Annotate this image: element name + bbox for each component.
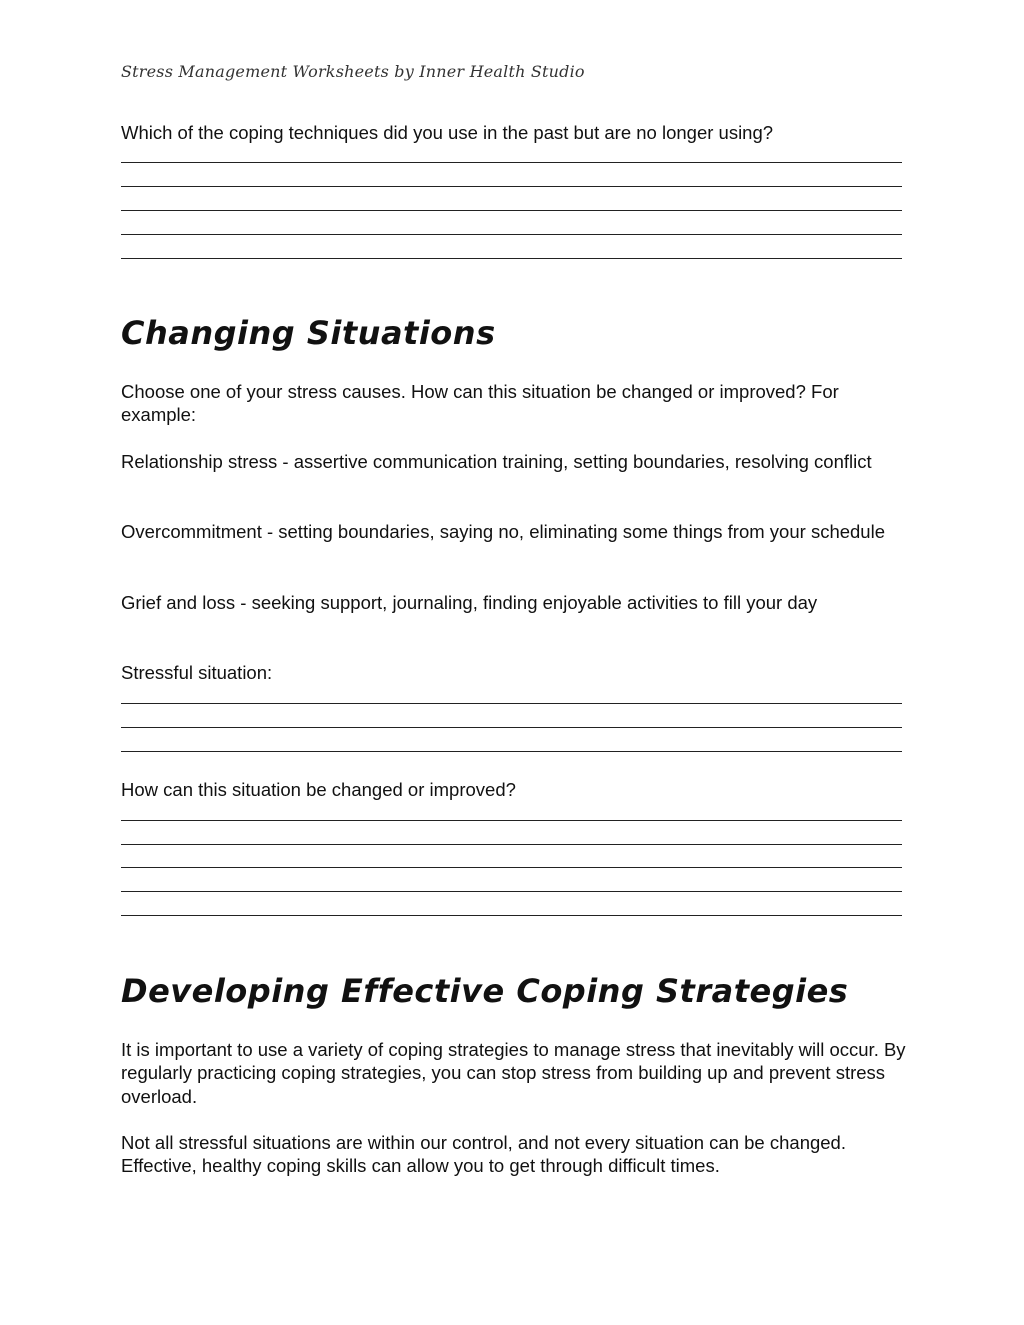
answer-line[interactable] xyxy=(121,727,902,728)
answer-line[interactable] xyxy=(121,867,902,868)
answer-line[interactable] xyxy=(121,891,902,892)
answer-line[interactable] xyxy=(121,844,902,845)
example-item: Overcommitment - setting boundaries, saying no, eliminating some things from your schedule xyxy=(121,521,885,542)
answer-line[interactable] xyxy=(121,210,902,211)
developing-paragraph: It is important to use a variety of coping strategies to manage stress that inevitably will occur. By regularly practicing coping strategies, you can stop stress from building up and prevent stress overload. xyxy=(121,1039,906,1107)
answer-line[interactable] xyxy=(121,186,902,187)
changing-situations-intro: Choose one of your stress causes. How can this situation be changed or improved? For example: xyxy=(121,381,839,426)
developing-strategies-heading: Developing Effective Coping Strategies xyxy=(121,972,849,1010)
coping-past-question: Which of the coping techniques did you use in the past but are no longer using? xyxy=(121,122,774,143)
changing-situations-heading: Changing Situations xyxy=(121,314,496,352)
stressful-situation-label: Stressful situation: xyxy=(121,662,273,683)
answer-line[interactable] xyxy=(121,820,902,821)
answer-line[interactable] xyxy=(121,751,902,752)
developing-paragraph: Not all stressful situations are within our control, and not every situation can be changed. Effective, healthy coping skills can allow you to get through difficult times. xyxy=(121,1132,846,1177)
example-item: Grief and loss - seeking support, journaling, finding enjoyable activities to fill your day xyxy=(121,592,818,613)
answer-line[interactable] xyxy=(121,258,902,259)
answer-line[interactable] xyxy=(121,703,902,704)
answer-line[interactable] xyxy=(121,234,902,235)
example-item: Relationship stress - assertive communication training, setting boundaries, resolving conflict xyxy=(121,451,872,472)
worksheet-header-title: Stress Management Worksheets by Inner Health Studio xyxy=(121,62,585,81)
improve-situation-label: How can this situation be changed or improved? xyxy=(121,779,516,800)
answer-line[interactable] xyxy=(121,162,902,163)
answer-line[interactable] xyxy=(121,915,902,916)
